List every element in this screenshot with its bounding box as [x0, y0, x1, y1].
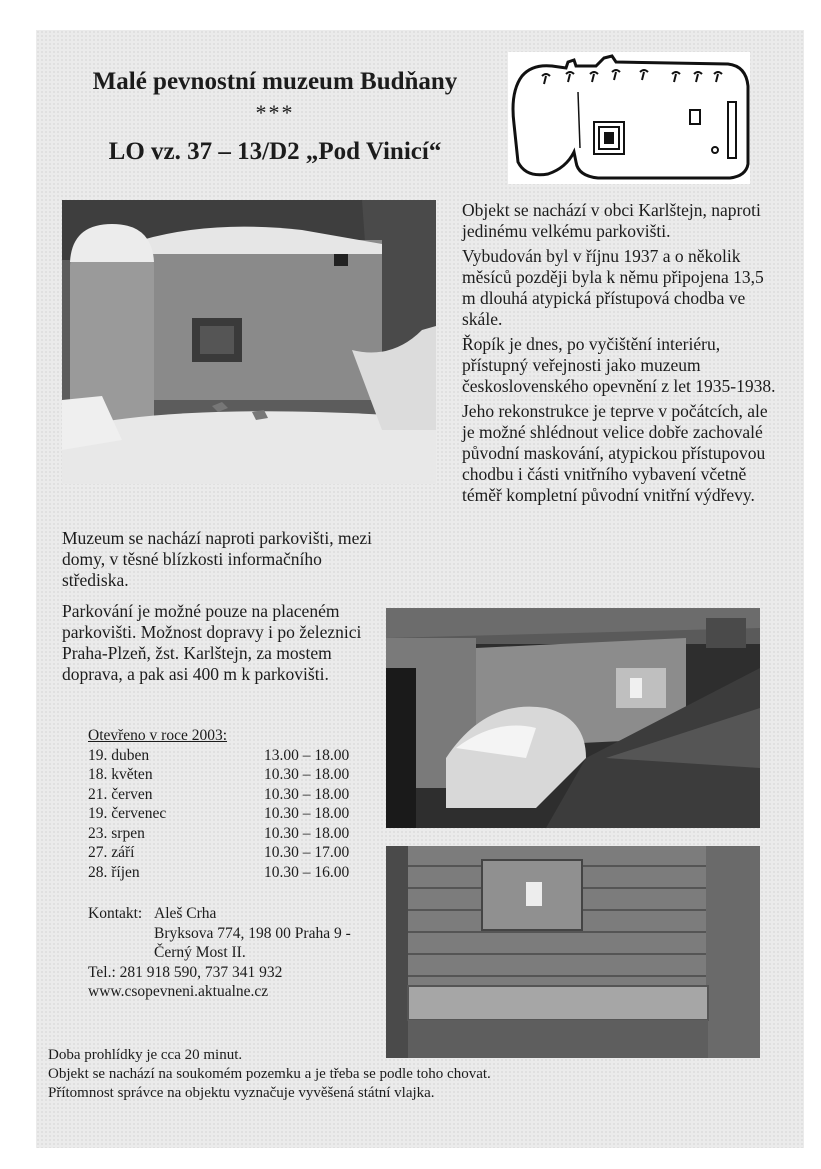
- hours-time: 10.30 – 16.00: [264, 863, 350, 881]
- footer-line: Doba prohlídky je cca 20 minut.: [48, 1047, 243, 1063]
- contact-website: www.csopevneni.aktualne.cz: [88, 983, 269, 1000]
- opening-hours: [88, 726, 388, 882]
- hours-time: 10.30 – 18.00: [264, 785, 350, 803]
- contact-name: Aleš Crha: [154, 905, 217, 922]
- hours-date: 21. červen: [88, 785, 153, 803]
- contact-address-line1: Bryksova 774, 198 00 Praha 9 -: [154, 924, 351, 942]
- contact-phone: Tel.: 281 918 590, 737 341 932: [88, 963, 283, 981]
- location-text: Muzeum se nachází naproti parkovišti, mezi domy, v těsné blízkosti informačního střediska.: [62, 528, 373, 590]
- hours-row: [88, 765, 388, 785]
- description-paragraph: Vybudován byl v říjnu 1937 a o několik měsíců později byla k němu připojena 13,5 m dlouhá atypická přístupová chodba ve skále.: [462, 246, 764, 329]
- description-paragraph: Řopík je dnes, po vyčištění interiéru, přístupný veřejnosti jako muzeum československého opevnění z let 1935-1938.: [462, 334, 776, 396]
- hours-date: 18. květen: [88, 766, 153, 783]
- wooden-wall-photo: [386, 846, 760, 1058]
- opening-hours-heading: Otevřeno v roce 2003:: [88, 727, 228, 744]
- hours-time: 10.30 – 18.00: [264, 766, 350, 783]
- hours-row: [88, 863, 388, 883]
- contact-address-line2: Černý Most II.: [154, 944, 246, 961]
- hours-row: [88, 824, 388, 844]
- footer-notes: [48, 1046, 648, 1103]
- contact-block: [88, 904, 388, 1002]
- bunker-logo-image: [508, 52, 750, 184]
- hours-date: 27. září: [88, 844, 135, 861]
- interior-corridor-photo: [386, 608, 760, 828]
- hours-time: 13.00 – 18.00: [264, 746, 350, 764]
- hours-row: [88, 746, 388, 766]
- description-text: [462, 200, 780, 510]
- hours-date: 19. duben: [88, 746, 150, 764]
- page-title: Malé pevnostní muzeum Budňany: [92, 68, 458, 95]
- snowy-bunker-photo: [62, 200, 436, 484]
- hours-row: [88, 804, 388, 824]
- hours-time: 10.30 – 17.00: [264, 844, 350, 861]
- contact-label: Kontakt:: [88, 905, 143, 922]
- description-paragraph: Jeho rekonstrukce je teprve v počátcích, ale je možné shlédnout velice dobře zachovalé původní maskování, atypickou přístupovou chodbu i části vnitřního vybavení včetně téměř kompletní původní vnitřní výdřevy.: [462, 401, 768, 505]
- hours-date: 28. říjen: [88, 863, 140, 881]
- title-separator: ***: [255, 100, 295, 125]
- footer-line: Objekt se nachází na soukomém pozemku a je třeba se podle toho chovat.: [48, 1066, 491, 1082]
- hours-time: 10.30 – 18.00: [264, 824, 350, 842]
- description-paragraph: Objekt se nachází v obci Karlštejn, naproti jedinému velkému parkovišti.: [462, 200, 761, 241]
- parking-text: Parkování je možné pouze na placeném parkovišti. Možnost dopravy i po železnici Praha-Plzeň, žst. Karlštejn, za mostem doprava, a pak asi 400 m k parkovišti.: [62, 601, 362, 684]
- hours-time: 10.30 – 18.00: [264, 805, 350, 822]
- hours-row: [88, 785, 388, 805]
- page-subtitle: LO vz. 37 – 13/D2 „Pod Vinicí“: [108, 138, 442, 165]
- hours-row: [88, 843, 388, 863]
- hours-date: 19. červenec: [88, 805, 167, 822]
- footer-line: Přítomnost správce na objektu vyznačuje vyvěšená státní vlajka.: [48, 1085, 435, 1101]
- hours-date: 23. srpen: [88, 824, 145, 842]
